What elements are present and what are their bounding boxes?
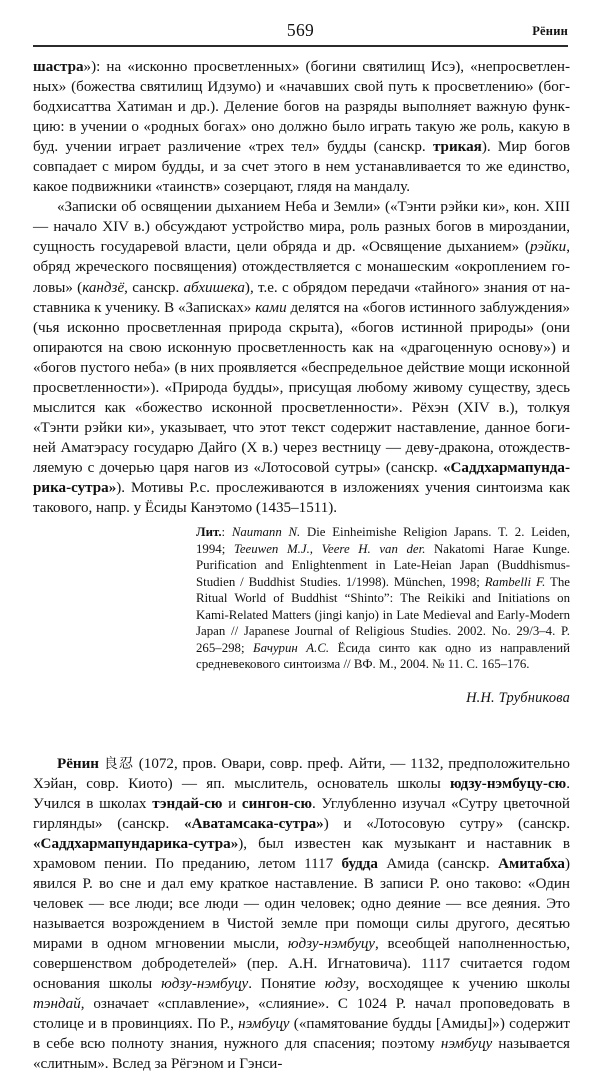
dictionary-entry-ryonin: Рёнин 良忍 (1072, пров. Овари, совр. преф. Айти, — 1132, предположительно Хэйан, совр. Киото) — яп. мыслитель, основатель школы юдзу-нэмбуцу-сю. Учился в школах тэндай-сю и сингон-сю. Углубленно изучал «Сутру цветочной гирлянды» (санскр. «Аватамсака-сутра») и «Лотосовую сутру» (санскр. «Саддхармапундарика-сутра»), был известен как музыкант и наставник в храмовом пении. По преданию, летом 1117 будда Амида (санскр. Амитабха) явился Р. во сне и дал ему краткое наставление. В записи Р. оно таково: «Один человек — все люди; все люди — один человек; одно деяние — все деяния. Это называется возрождением в Чистой земле при помощи силы другого, десятью мирами в одном мгновении мысли, юдзу-нэмбуцу, всеобщей наполненностью, совершенством добродетелей» (пер. А.Н. Игнатовича). 1117 считается годом основания школы юдзу-нэмбуцу. Понятие юдзу, восходящее к учению школы тэндай, означает «сплавление», «слияние». С 1024 Р. начал проповедовать в столице и в провинциях. По Р., нэмбуцу («памятование будды [Амиды]») содержит в себе всю полноту знания, нужного для спасения; поэтому нэмбуцу называется «слитным». Вслед за Рёгэном и Гэнси- (33, 755, 570, 1073)
bibliography-block: Лит.: Naumann N. Die Einheimishe Religion Japans. T. 2. Leiden, 1994; Teeuwen M.J., Veere H. van der. Nakatomi Harae Kunge. Purification and Enlightenment in Late-Heian Japan (Buddhismus-Studien / Buddhist Studies. 1/1998). München, 1998; Rambelli F. The Ritual World of Buddhist “Shinto”: The Reikiki and Initiations on Kami-Related Matters (jingi kanjo) in Late Medieval and Early-Modern Japan // Japanese Journal of Religious Studies. 2002. No. 29/3–4. P. 265–298; Бачурин А.С. Ёсида синто как одно из направлений средневекового синтоизма // ВФ. М., 2004. № 11. С. 165–176. (196, 525, 571, 672)
author-signature: Н.Н. Трубникова (466, 689, 570, 706)
running-head: Рёнин (532, 24, 568, 38)
page-header (33, 20, 568, 46)
paragraph-continuation: шастра»): на «исконно просветленных» (богини святилищ Исэ), «непросветленных» (божества святилищ Идзумо) и «начавших свой путь к просветлению» (бог-бодхисаттва Хатиман и др.). Деление богов на разряды выполняет важную функцию: в учении о «родных богах» оно должно было играть такую же роль, какую в буд. учении играет различение «трех тел» будды (санскр. трикая). Мир богов совпадает с миром будды, и за счет этого в нем устанавливается то же единство, какое подвижники «таинств» созерцают, глядя на мандалу. (33, 59, 570, 196)
page-number: 569 (286, 20, 315, 40)
header-divider (33, 45, 568, 47)
text-column (33, 57, 570, 1074)
paragraph-tenti-reiki-ki: «Записки об освящении дыханием Неба и Земли» («Тэнти рэйки ки», кон. XIII — начало XIV в.) обсуждают устройство мира, роль разных богов в мироздании, сущность государевой власти, цели обряда и др. «Освящение дыханием» (рэйки, обряд жреческого посвящения) отождествляется с монашеским «окроплением головы» (кандзё, санскр. абхишека), т.е. с обрядом передачи «тайного» знания от наставника к ученику. В «Записках» ками делятся на «богов истинного заблуждения» (чья исконно просветленная природа скрыта), «богов истинной природы» (они опираются на свою исконную просветленность как на «драгоценную основу») и «богов пустого неба» (в них проявляется «беспредельное действие мощи исконной просветленности»). «Природа будды», присущая любому живому существу, здесь мыслится как «божество исконной просветленности». Рёхэн (XIV в.), толкуя «Тэнти рэйки ки», указывает, что этот текст содержит наставление, данное богиней Аматэрасу государю Дайго (X в.) через вестницу — деву-дракона, отождествляемую с дочерью царя нагов из «Лотосовой сутры» (санскр. «Саддхармапундарика-сутра»). Мотивы Р.с. прослеживаются в изложениях учения синтоизма как такового, напр. у Ёсиды Канэтомо (1435–1511). (33, 199, 571, 517)
